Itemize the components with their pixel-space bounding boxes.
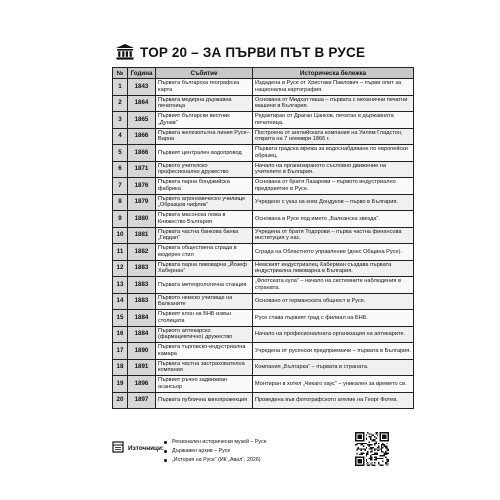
row-number-cell: 20 xyxy=(113,392,128,409)
page-title: TOP 20 – ЗА ПЪРВИ ПЪТ В РУСЕ xyxy=(140,44,366,60)
events-table xyxy=(112,67,414,409)
note-cell: Учредено с указ на княз Дондуков – първо в България. xyxy=(253,194,414,211)
row-number-cell: 15 xyxy=(113,310,128,327)
row-number-cell: 19 xyxy=(113,376,128,393)
year-cell: 1884 xyxy=(128,310,156,327)
row-number-cell: 3 xyxy=(113,112,128,129)
event-cell: Първата парна пивоварна „Йозеф Хабернан“ xyxy=(156,260,253,277)
year-cell: 1891 xyxy=(128,359,156,376)
table-row xyxy=(113,260,414,277)
year-cell: 1883 xyxy=(128,293,156,310)
note-cell: Русе става първият град с филиал на БНБ. xyxy=(253,310,414,327)
source-item: „История на Русе“ (ИК „Авал“, 2026) xyxy=(164,456,267,465)
row-number-cell: 2 xyxy=(113,95,128,112)
year-cell: 1884 xyxy=(128,326,156,343)
year-cell: 1876 xyxy=(128,178,156,195)
event-cell: Първата българска географска карта xyxy=(156,79,253,96)
note-cell: Основана от братя Лазарови – първото индустриално предприятие в Русе. xyxy=(253,178,414,195)
table-row xyxy=(113,145,414,162)
row-number-cell: 10 xyxy=(113,227,128,244)
note-cell: Сграда на Областното управление (днес Община Русе). xyxy=(253,244,414,261)
event-cell: Първата метеорологична станция xyxy=(156,277,253,294)
year-cell: 1865 xyxy=(128,112,156,129)
table-row xyxy=(113,277,414,294)
row-number-cell: 9 xyxy=(113,211,128,228)
column-header-number: № xyxy=(113,68,128,79)
note-cell: Издадена в Русе от Христаки Павлович – първи опит за национална картография. xyxy=(253,79,414,96)
event-cell: Първото учителско професионално дружество xyxy=(156,161,253,178)
year-cell: 1882 xyxy=(128,244,156,261)
row-number-cell: 12 xyxy=(113,260,128,277)
note-cell: Основана в Русе под името „Балканска звезда“. xyxy=(253,211,414,228)
note-cell: Основана от Мидхат паша – първата с механични печатни машини в България. xyxy=(253,95,414,112)
table-row xyxy=(113,310,414,327)
event-cell: Първият централен водопровод xyxy=(156,145,253,162)
note-cell: Проведена във фотографското ателие на Георг Фотев. xyxy=(253,392,414,409)
row-number-cell: 7 xyxy=(113,178,128,195)
event-cell: Първата частна застрахователна компания xyxy=(156,359,253,376)
table-row xyxy=(113,211,414,228)
row-number-cell: 8 xyxy=(113,194,128,211)
column-header-event: Събитие xyxy=(156,68,253,79)
museum-building-icon xyxy=(116,44,134,60)
table-row xyxy=(113,161,414,178)
event-cell: Първата обществена сграда в модерен стил xyxy=(156,244,253,261)
table-row xyxy=(113,293,414,310)
row-number-cell: 18 xyxy=(113,359,128,376)
row-number-cell: 6 xyxy=(113,161,128,178)
row-number-cell: 4 xyxy=(113,128,128,145)
book-icon xyxy=(112,441,124,453)
table-row xyxy=(113,178,414,195)
table-row xyxy=(113,392,414,409)
table-row xyxy=(113,227,414,244)
table-body xyxy=(113,79,414,409)
table-row xyxy=(113,343,414,360)
table-row xyxy=(113,244,414,261)
year-cell: 1866 xyxy=(128,128,156,145)
event-cell: Първият български вестник „Дунав“ xyxy=(156,112,253,129)
event-cell: Първата железопътна линия Русе–Варна xyxy=(156,128,253,145)
sources-list xyxy=(164,438,267,465)
row-number-cell: 5 xyxy=(113,145,128,162)
table-row xyxy=(113,359,414,376)
table-row xyxy=(113,326,414,343)
note-cell: Монтиран в хотел „Чикаго хаус“ – уникален за времето си. xyxy=(253,376,414,393)
note-cell: Основано от германската общност в Русе. xyxy=(253,293,414,310)
event-cell: Първата парна бонджийска фабрика xyxy=(156,178,253,195)
year-cell: 1843 xyxy=(128,79,156,96)
year-cell: 1883 xyxy=(128,260,156,277)
table-row xyxy=(113,194,414,211)
table-header-row xyxy=(113,68,414,79)
event-cell: Първата модерна държавна печатница xyxy=(156,95,253,112)
event-cell: Първата търговско-индустриална камара xyxy=(156,343,253,360)
qr-code[interactable] xyxy=(355,432,389,466)
event-cell: Първата публична кинопрожекция xyxy=(156,392,253,409)
table-row xyxy=(113,376,414,393)
note-cell: Компания „Българка“ – първата в страната. xyxy=(253,359,414,376)
event-cell: Първото агрономическо училище „Образцов чифлик“ xyxy=(156,194,253,211)
year-cell: 1866 xyxy=(128,145,156,162)
table-row xyxy=(113,128,414,145)
event-cell: Първата частна банкова банка „Гирдап“ xyxy=(156,227,253,244)
note-cell: Първата градска мрежа за водоснабдяване по европейски образец. xyxy=(253,145,414,162)
column-header-year: Година xyxy=(128,68,156,79)
year-cell: 1864 xyxy=(128,95,156,112)
row-number-cell: 11 xyxy=(113,244,128,261)
row-number-cell: 16 xyxy=(113,326,128,343)
row-number-cell: 14 xyxy=(113,293,128,310)
table-row xyxy=(113,79,414,96)
year-cell: 1871 xyxy=(128,161,156,178)
note-cell: Начало на организираното съсловно движение на учителите в България. xyxy=(253,161,414,178)
row-number-cell: 17 xyxy=(113,343,128,360)
year-cell: 1880 xyxy=(128,211,156,228)
event-cell: Първата масонска ложа в Княжество България xyxy=(156,211,253,228)
note-cell: Учредена от братя Тодорови – първа частна финансова институция у нас. xyxy=(253,227,414,244)
event-cell: Първото немско училище на Балканите xyxy=(156,293,253,310)
row-number-cell: 1 xyxy=(113,79,128,96)
event-cell: Първият ръчно задвижван асансьор xyxy=(156,376,253,393)
sources-label: Източници: xyxy=(128,445,165,452)
events-table-wrapper xyxy=(112,67,413,409)
year-cell: 1897 xyxy=(128,392,156,409)
note-cell: Начало на професионалната организация на аптекарите. xyxy=(253,326,414,343)
source-item: Регионален исторически музей – Русе xyxy=(164,438,267,447)
note-cell: Редактиран от Драган Цанков, печатан в държавната печатница. xyxy=(253,112,414,129)
event-cell: Първото аптекарско (фармацевтично) дружество xyxy=(156,326,253,343)
column-header-note: Историческа бележка xyxy=(253,68,414,79)
year-cell: 1883 xyxy=(128,277,156,294)
year-cell: 1896 xyxy=(128,376,156,393)
note-cell: Учредена от русенски предприемачи – първата в България. xyxy=(253,343,414,360)
note-cell: Построена от английската компания на Уилям Гладстон, открита на 7 ноември 1866 г. xyxy=(253,128,414,145)
year-cell: 1881 xyxy=(128,227,156,244)
note-cell: „Флотската кула“ – начало на системните наблюдения в страната. xyxy=(253,277,414,294)
header xyxy=(116,42,416,62)
source-item: Държавен архив – Русе xyxy=(164,447,267,456)
year-cell: 1879 xyxy=(128,194,156,211)
note-cell: Немският индустриалец Хаберман създава първата индустриална пивоварна в България. xyxy=(253,260,414,277)
table-row xyxy=(113,112,414,129)
table-row xyxy=(113,95,414,112)
year-cell: 1890 xyxy=(128,343,156,360)
event-cell: Първият клон на БНБ извън столицата xyxy=(156,310,253,327)
row-number-cell: 13 xyxy=(113,277,128,294)
